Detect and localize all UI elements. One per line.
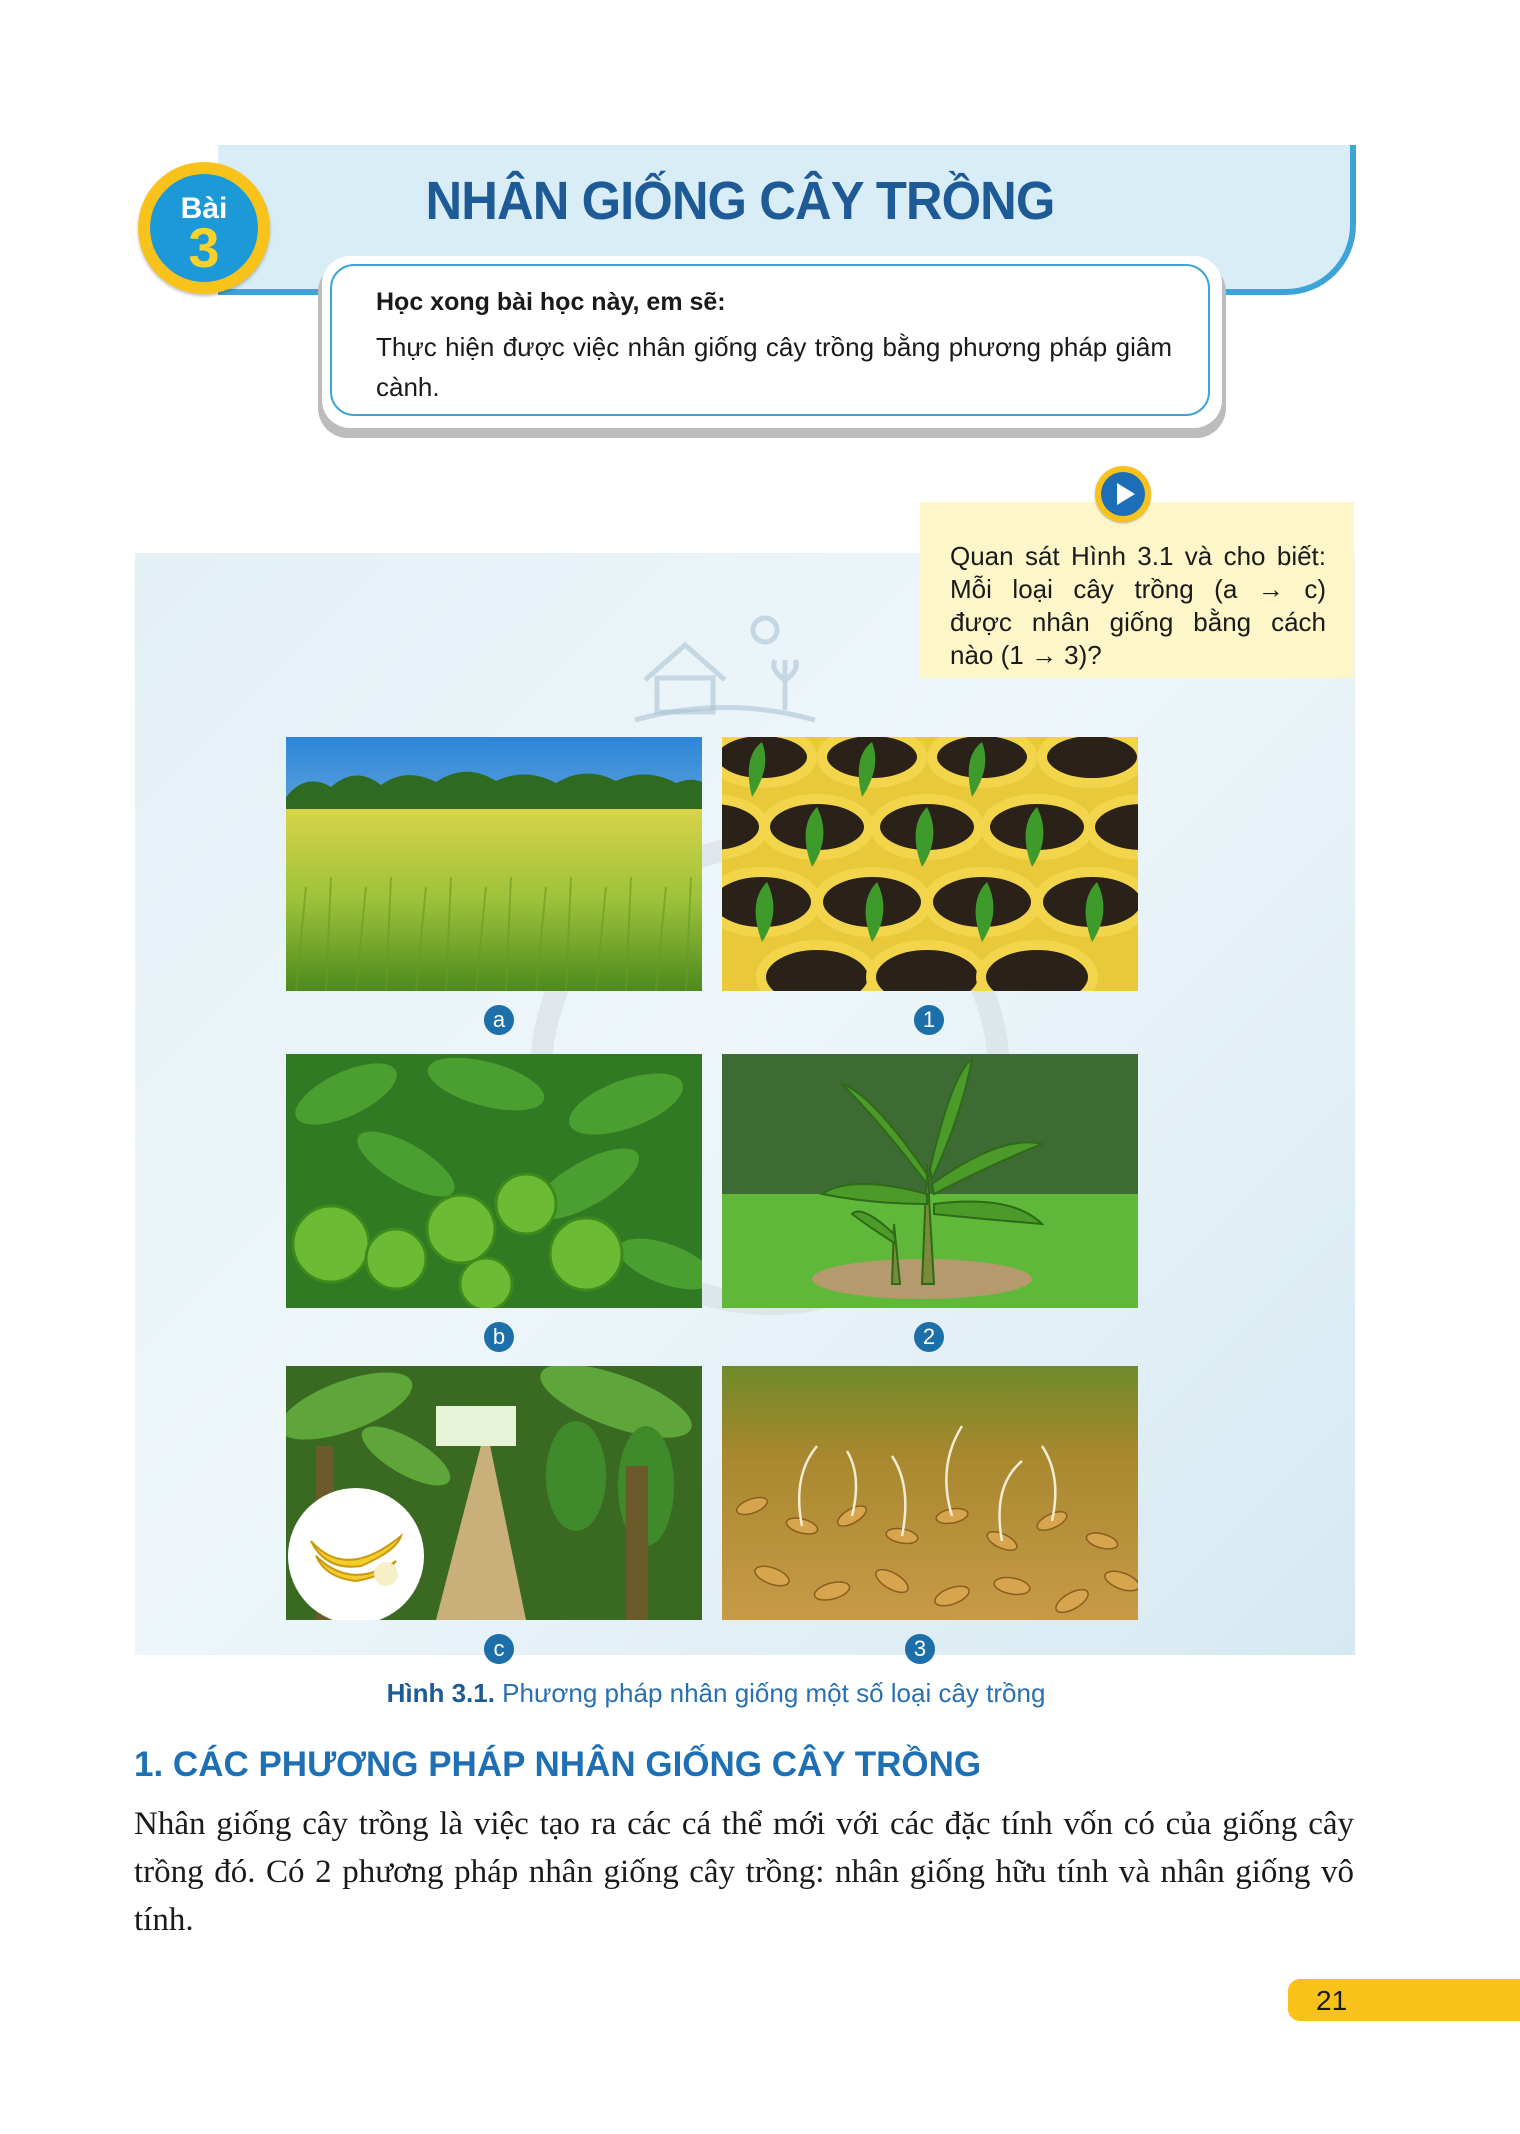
image-label-1: 1 <box>914 1005 944 1035</box>
caption-prefix: Hình 3.1. <box>386 1678 495 1708</box>
badge-number: 3 <box>188 216 220 279</box>
lesson-title: NHÂN GIỐNG CÂY TRỒNG <box>425 171 1055 231</box>
page-number <box>1288 1979 1520 2021</box>
image-label-3: 3 <box>905 1634 935 1664</box>
photo-banana-plantation <box>286 1366 702 1620</box>
lesson-badge <box>138 162 270 294</box>
photo-banana-plant <box>722 1054 1138 1308</box>
question-line: được nhân giống bằng cách <box>950 607 1326 637</box>
section-title: 1. CÁC PHƯƠNG PHÁP NHÂN GIỐNG CÂY TRỒNG <box>134 1745 982 1784</box>
image-label-b: b <box>484 1322 514 1352</box>
section-paragraph: Nhân giống cây trồng là việc tạo ra các cá thể mới với các đặc tính vốn có của giống cây trồng đó. Có 2 phương pháp nhân giống cây trồng: nhân giống hữu tính và nhân giống vô tính. <box>134 1806 1354 1938</box>
objectives-heading: Học xong bài học này, em sẽ: <box>376 288 726 316</box>
question-line: nào (1 → 3)? <box>950 640 1102 670</box>
watermark-logo-icon <box>625 610 825 730</box>
badge-word: Bài <box>180 192 228 225</box>
image-label-2: 2 <box>914 1322 944 1352</box>
caption-text: Phương pháp nhân giống một số loại cây trồng <box>494 1678 1046 1708</box>
figure-caption <box>135 1678 1297 1709</box>
objectives-box <box>322 256 1222 428</box>
question-line: Mỗi loại cây trồng (a → c) <box>950 574 1326 604</box>
question-box <box>920 502 1354 678</box>
photo-germinating-seeds <box>722 1366 1138 1620</box>
photo-cuttings-in-pots <box>722 737 1138 991</box>
objectives-text: Thực hiện được việc nhân giống cây trồng bằng phương pháp giâm cành. <box>376 332 1172 402</box>
page-number-text: 21 <box>1316 1985 1348 2016</box>
question-line: Quan sát Hình 3.1 và cho biết: <box>950 541 1326 571</box>
photo-rice-field <box>286 737 702 991</box>
photo-citrus-fruits <box>286 1054 702 1308</box>
image-label-a: a <box>484 1005 514 1035</box>
play-icon <box>1095 466 1151 522</box>
image-label-c: c <box>484 1634 514 1664</box>
